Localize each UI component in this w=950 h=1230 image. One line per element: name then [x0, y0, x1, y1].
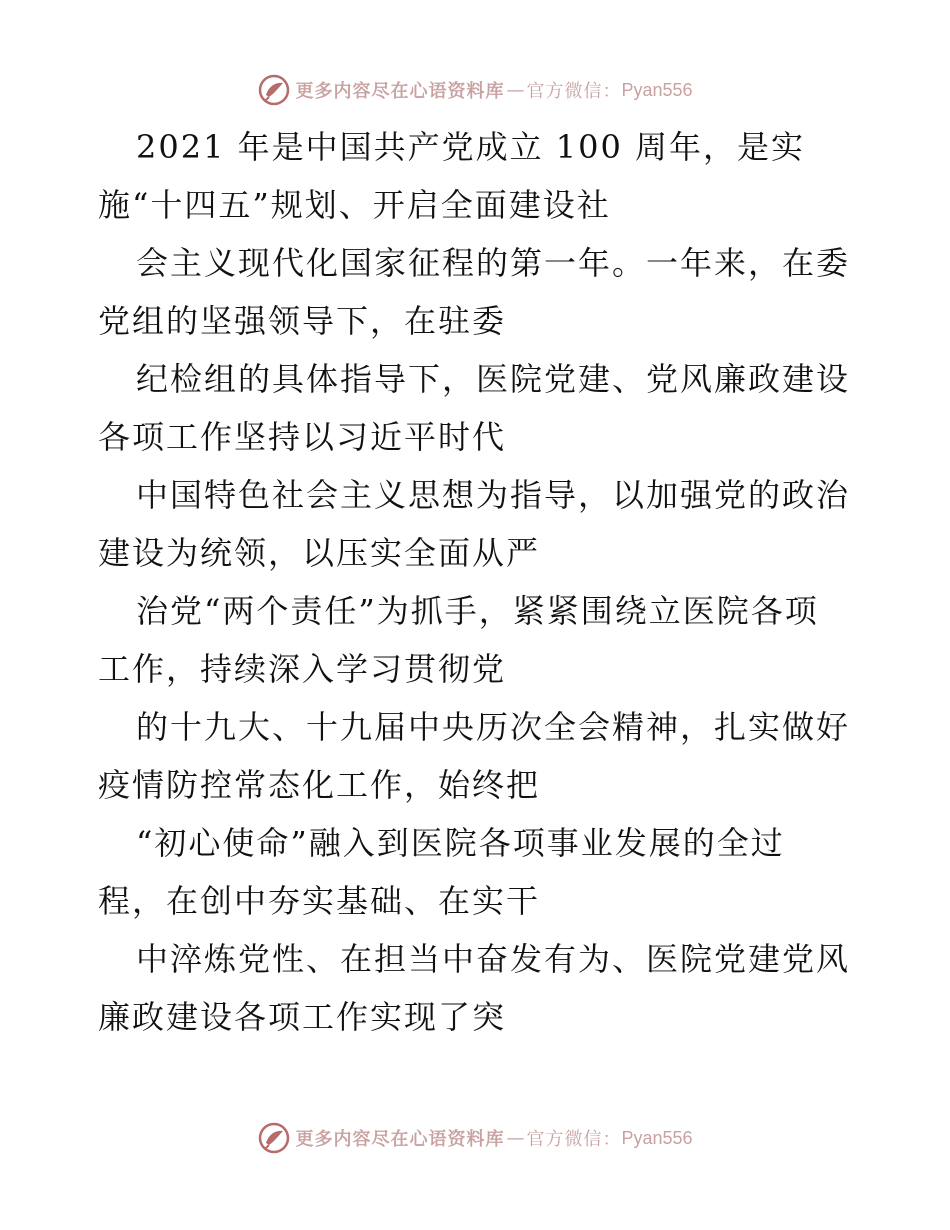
logo-icon: [257, 1121, 291, 1155]
text-line: 纪检组的具体指导下，医院党建、党风廉政建设: [136, 360, 851, 398]
text-line: 2021 年是中国共产党成立 100 周年，是实: [136, 128, 806, 166]
text-line: 党组的坚强领导下，在驻委: [98, 302, 507, 340]
text-line: 廉政建设各项工作实现了突: [98, 998, 507, 1036]
text-line: 疫情防控常态化工作，始终把: [98, 766, 541, 804]
text-line: 施“十四五”规划、开启全面建设社: [98, 186, 611, 224]
watermark-contact-id: Pyan556: [621, 79, 693, 100]
text-line: 建设为统领，以压实全面从严: [98, 534, 541, 572]
logo-icon: [257, 73, 291, 107]
watermark-contact-label: 官方微信：: [526, 81, 622, 102]
watermark-contact-id: Pyan556: [621, 1127, 693, 1148]
text-line: 工作，持续深入学习贯彻党: [98, 650, 507, 688]
text-line: 各项工作坚持以习近平时代: [98, 418, 507, 456]
document-body: [98, 118, 878, 1046]
watermark-separator: —: [506, 79, 525, 101]
header-watermark: [0, 70, 950, 110]
footer-watermark: [0, 1118, 950, 1158]
text-line: 治党“两个责任”为抓手，紧紧围绕立医院各项: [136, 592, 819, 630]
watermark-text: 更多内容尽在心语资料库: [295, 81, 505, 102]
text-line: 的十九大、十九届中央历次全会精神，扎实做好: [136, 708, 851, 746]
text-line: 程，在创中夯实基础、在实干: [98, 882, 541, 920]
watermark-text: 更多内容尽在心语资料库: [295, 1129, 505, 1150]
text-line: 中淬炼党性、在担当中奋发有为、医院党建党风: [136, 940, 851, 978]
text-line: 中国特色社会主义思想为指导，以加强党的政治: [136, 476, 851, 514]
watermark-separator: —: [506, 1127, 525, 1149]
text-line: 会主义现代化国家征程的第一年。一年来，在委: [136, 244, 851, 282]
watermark-contact-label: 官方微信：: [526, 1129, 622, 1150]
text-line: “初心使命”融入到医院各项事业发展的全过: [136, 824, 785, 862]
